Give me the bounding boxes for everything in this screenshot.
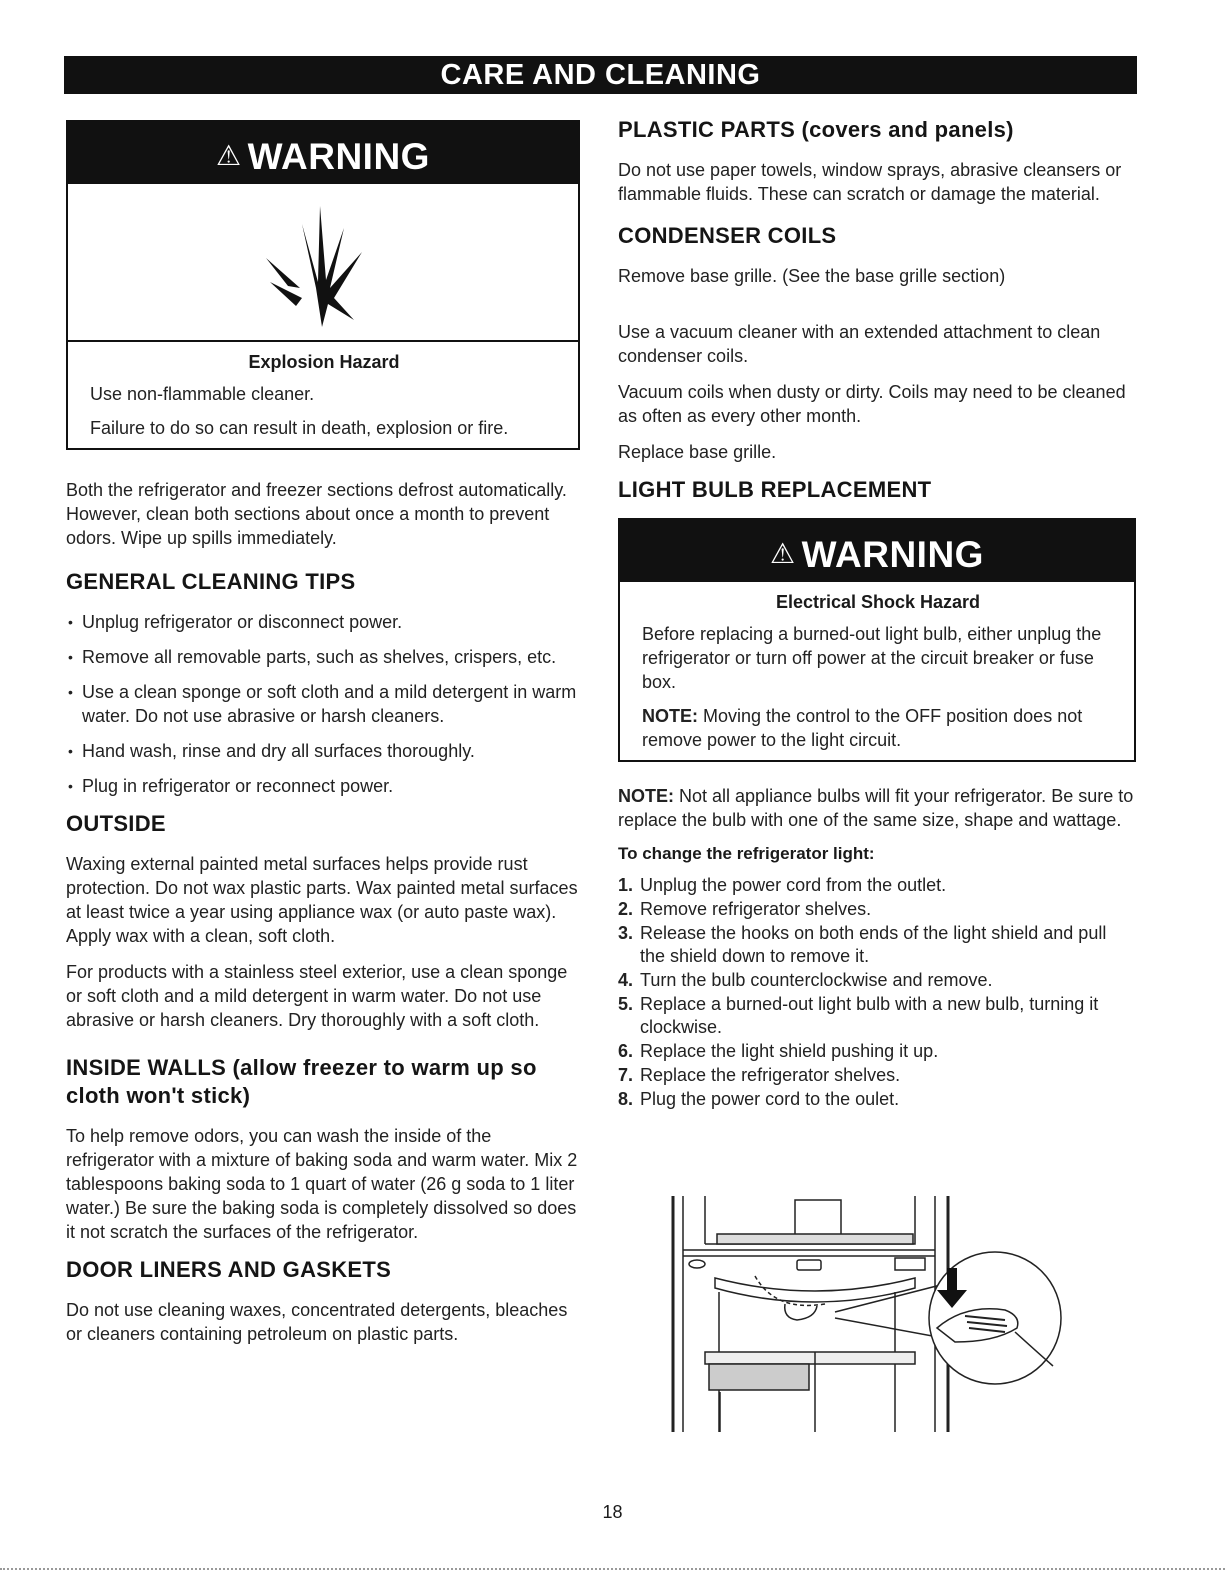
right-column	[618, 116, 1136, 1112]
list-item: • Hand wash, rinse and dry all surfaces thoroughly.	[66, 739, 580, 763]
warning-triangle-icon: ⚠	[216, 140, 242, 171]
light-shield-illustration	[665, 1192, 1085, 1437]
explosion-warning-box	[66, 120, 580, 450]
list-item: • Plug in refrigerator or reconnect power.	[66, 774, 580, 798]
plastic-paragraph: Do not use paper towels, window sprays, abrasive cleansers or flammable fluids. These can scratch or damage the material.	[618, 160, 1122, 204]
condenser-paragraph: Vacuum coils when dusty or dirty. Coils may need to be cleaned as often as every other month.	[618, 382, 1126, 426]
condenser-paragraph: Use a vacuum cleaner with an extended attachment to clean condenser coils.	[618, 322, 1101, 366]
warning-title: Electrical Shock Hazard	[775, 592, 981, 612]
warning-header	[620, 520, 1134, 582]
outside-paragraph: For products with a stainless steel exterior, use a clean sponge or soft cloth and a mild detergent in warm water. Do not use abrasive or harsh cleaners. Dry thoroughly with a soft cloth.	[66, 962, 568, 1030]
door-paragraph: Do not use cleaning waxes, concentrated detergents, bleaches or cleaners containing petroleum on plastic parts.	[66, 1300, 568, 1344]
warning-note	[642, 704, 1114, 752]
bottom-divider	[0, 1568, 1225, 1570]
warning-label: WARNING	[801, 534, 984, 575]
list-item: • Remove all removable parts, such as shelves, crispers, etc.	[66, 645, 580, 669]
note-label: NOTE:	[642, 706, 698, 726]
inside-heading: INSIDE WALLS (allow freezer to warm up so cloth won't stick)	[66, 1055, 537, 1108]
list-item: 4. Turn the bulb counterclockwise and remove.	[618, 970, 993, 990]
list-item: • Unplug refrigerator or disconnect power.	[66, 610, 580, 634]
general-tips-list	[66, 610, 580, 798]
steps-subheading: To change the refrigerator light:	[618, 844, 875, 863]
warning-line: Failure to do so can result in death, explosion or fire.	[90, 418, 509, 438]
list-item: • Use a clean sponge or soft cloth and a mild detergent in warm water. Do not use abrasive or harsh cleaners.	[66, 680, 580, 728]
steps-list	[618, 874, 1136, 1111]
list-item: 1. Unplug the power cord from the outlet.	[618, 875, 947, 895]
warning-label: WARNING	[247, 136, 430, 177]
light-heading: LIGHT BULB REPLACEMENT	[618, 477, 932, 502]
list-item: 7. Replace the refrigerator shelves.	[618, 1065, 901, 1085]
section-banner: CARE AND CLEANING	[64, 56, 1137, 94]
list-item: 5. Replace a burned-out light bulb with a new bulb, turning it clockwise.	[618, 994, 1099, 1037]
bulb-note	[618, 784, 1136, 832]
warning-title: Explosion Hazard	[248, 352, 400, 372]
condenser-paragraph: Replace base grille.	[618, 442, 777, 462]
warning-line: Use non-flammable cleaner.	[90, 384, 315, 404]
left-column	[66, 120, 580, 1358]
warning-triangle-icon: ⚠	[770, 538, 796, 569]
condenser-paragraph: Remove base grille. (See the base grille section)	[618, 266, 1006, 286]
note-text: Moving the control to the OFF position does not remove power to the light circuit.	[642, 706, 1083, 750]
explosion-illustration	[68, 184, 578, 342]
door-heading: DOOR LINERS AND GASKETS	[66, 1257, 392, 1282]
list-item: 3. Release the hooks on both ends of the light shield and pull the shield down to remove it.	[618, 923, 1107, 966]
outside-paragraph: Waxing external painted metal surfaces helps provide rust protection. Do not wax plastic parts. Wax painted metal surfaces at least twice a year using appliance wax (or auto paste wax). Apply wax with a clean, soft cloth.	[66, 854, 578, 946]
note-text: Not all appliance bulbs will fit your refrigerator. Be sure to replace the bulb with one of the same size, shape and wattage.	[618, 786, 1134, 830]
warning-line: Before replacing a burned-out light bulb, either unplug the refrigerator or turn off power at the circuit breaker or fuse box.	[642, 624, 1102, 692]
inside-paragraph: To help remove odors, you can wash the inside of the refrigerator with a mixture of baking soda and warm water. Mix 2 tablespoons baking soda to 1 quart of water (26 g soda to 1 liter water.) Be sure the baking soda is completely dissolved so does it not scratch the surfaces of the refrigerator.	[66, 1126, 578, 1242]
intro-paragraph: Both the refrigerator and freezer sections defrost automatically. However, clean both sections about once a month to prevent odors. Wipe up spills immediately.	[66, 480, 567, 548]
warning-body	[620, 582, 1134, 760]
warning-header	[68, 122, 578, 184]
note-label: NOTE:	[618, 786, 674, 806]
explosion-icon	[258, 202, 388, 332]
outside-heading: OUTSIDE	[66, 811, 166, 836]
list-item: 2. Remove refrigerator shelves.	[618, 899, 872, 919]
plastic-heading: PLASTIC PARTS (covers and panels)	[618, 117, 1014, 142]
list-item: 8. Plug the power cord to the oulet.	[618, 1089, 900, 1109]
warning-body	[68, 342, 578, 448]
list-item: 6. Replace the light shield pushing it up.	[618, 1041, 939, 1061]
page-number: 18	[602, 1502, 623, 1522]
shock-warning-box	[618, 518, 1136, 762]
condenser-heading: CONDENSER COILS	[618, 223, 837, 248]
general-heading: GENERAL CLEANING TIPS	[66, 569, 356, 594]
